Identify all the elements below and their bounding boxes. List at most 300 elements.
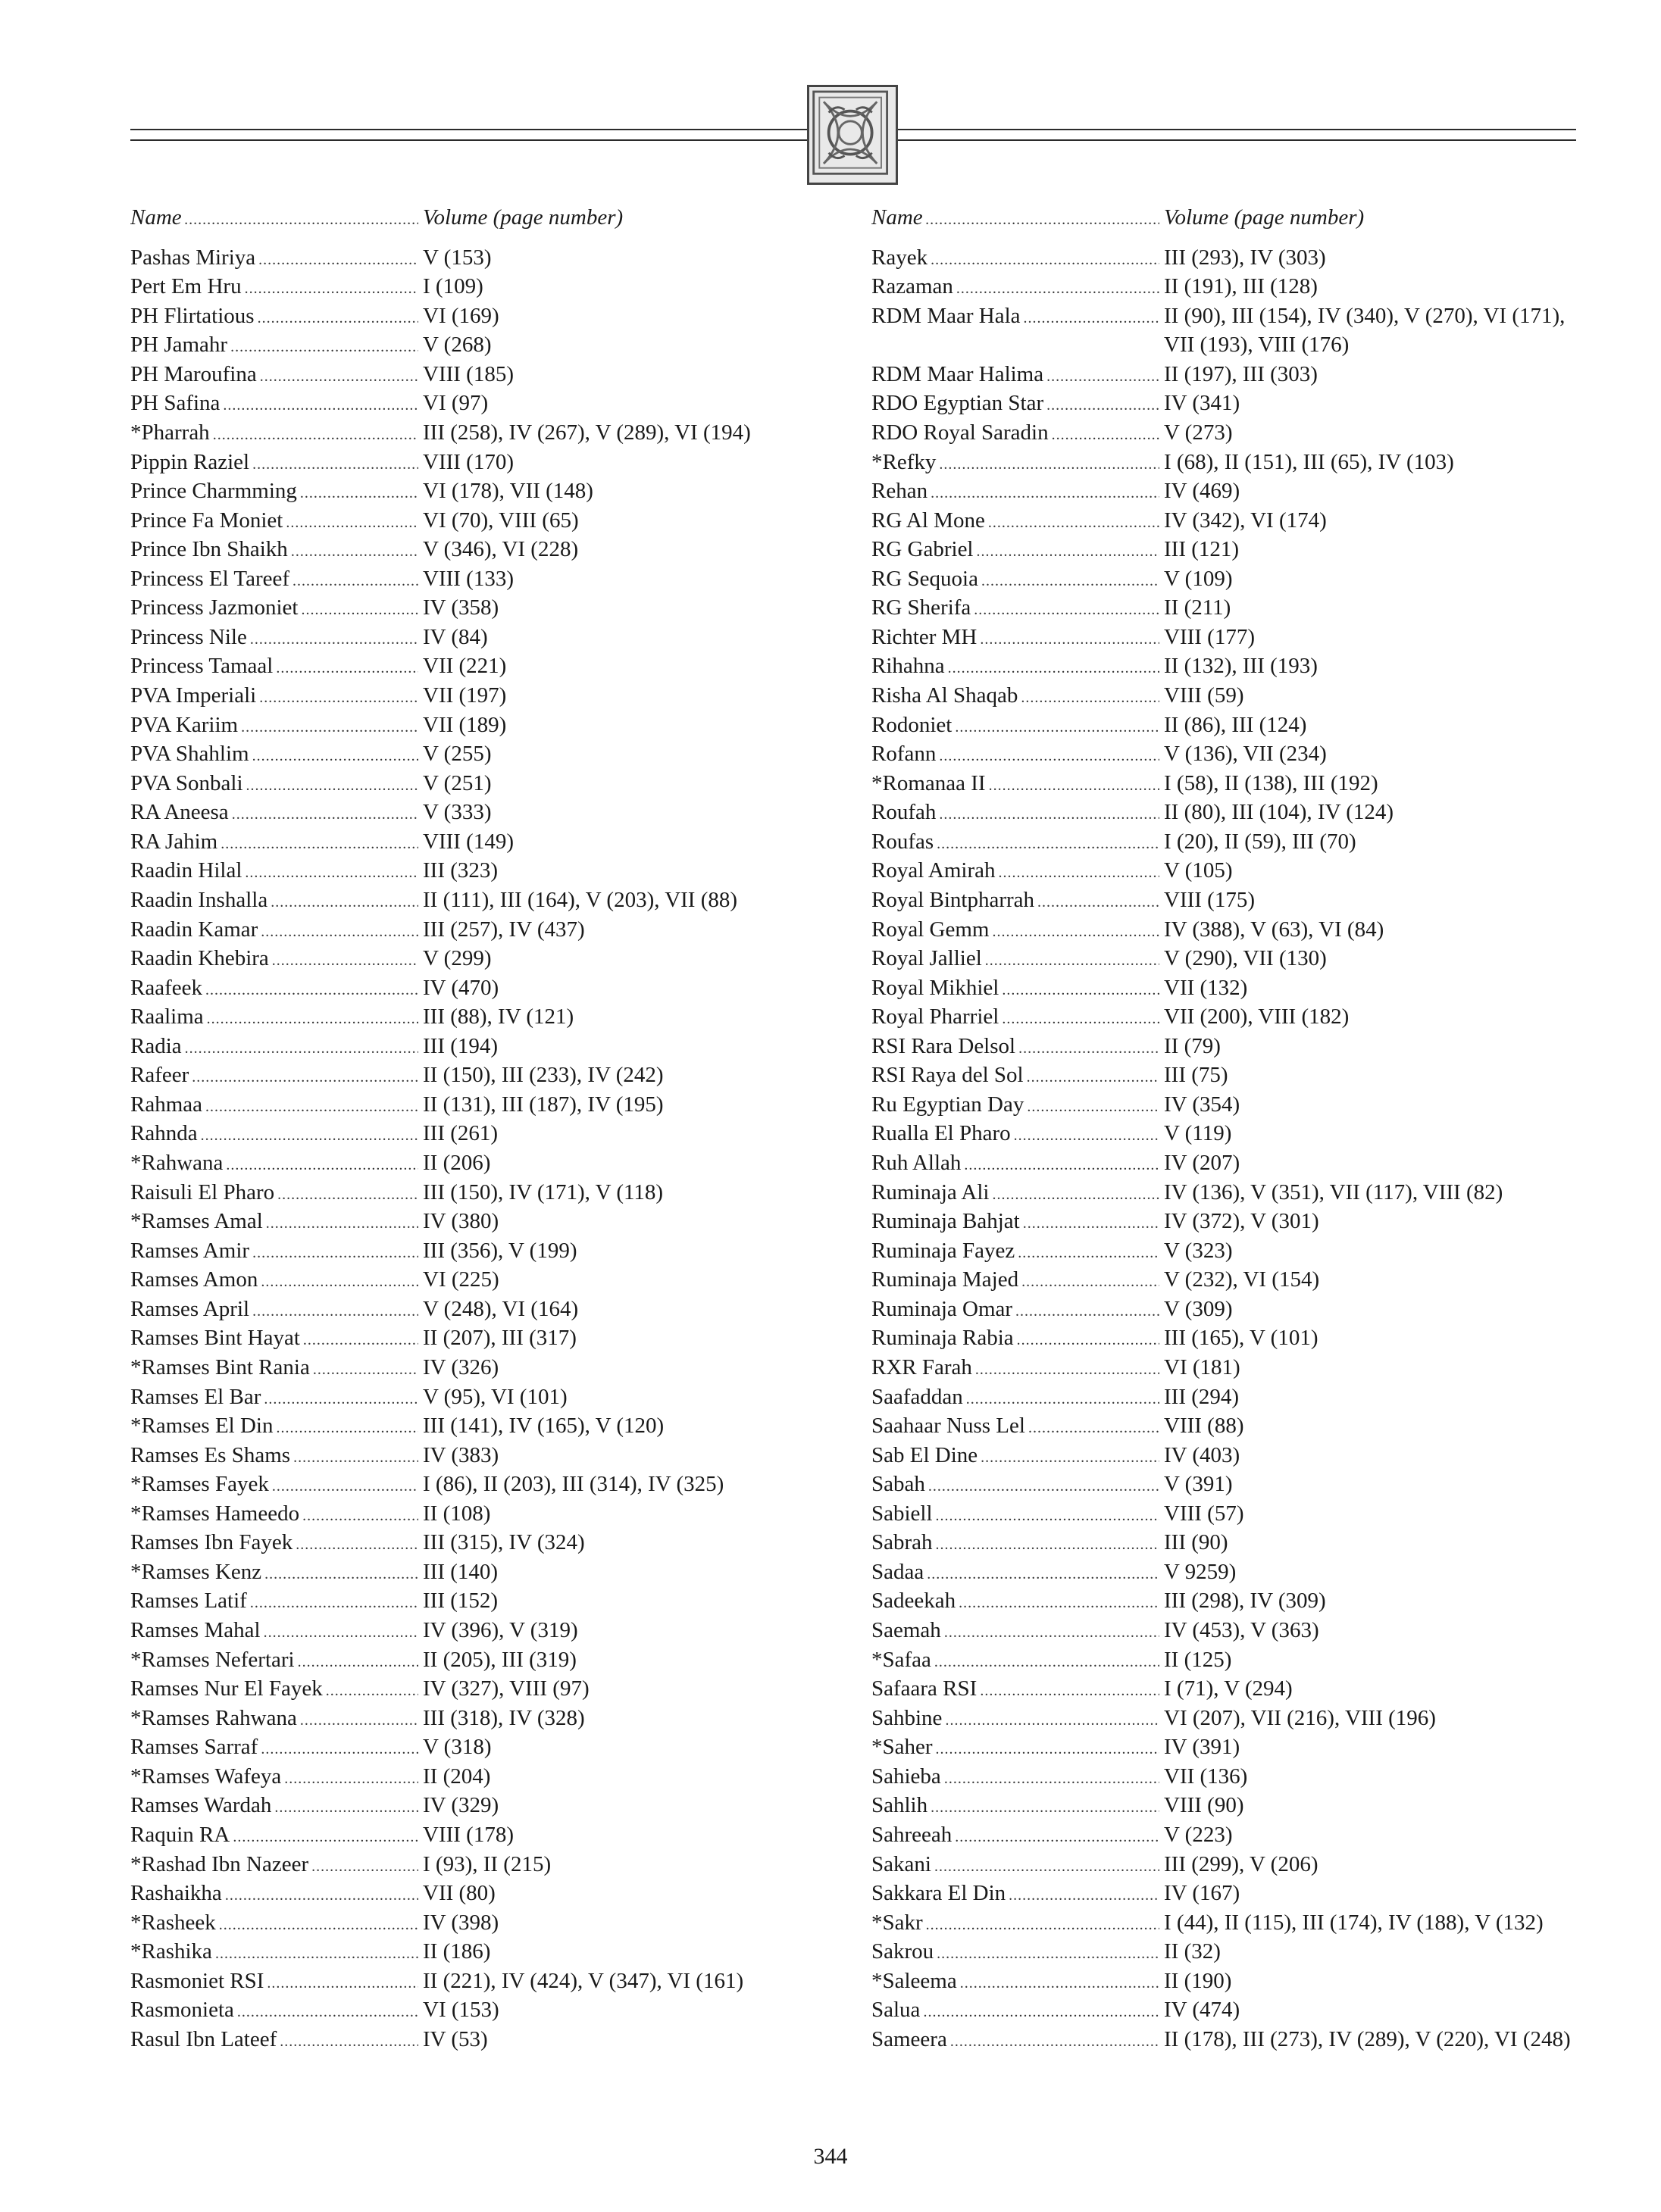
dot-leader: [185, 1034, 418, 1064]
entry-volumes: III (90): [1164, 1530, 1228, 1555]
dot-leader: [264, 1385, 418, 1414]
entry-volumes: V (299): [423, 946, 492, 971]
dot-leader: [923, 1998, 1159, 2027]
index-entry: [130, 1090, 782, 1120]
index-entry: [871, 623, 1584, 652]
entry-name: Princess Nile: [130, 624, 247, 649]
index-entry: [871, 535, 1584, 564]
dot-leader: [992, 917, 1159, 947]
dot-leader: [223, 391, 418, 420]
dot-leader: [205, 976, 418, 1005]
entry-volumes: IV (380): [423, 1209, 499, 1234]
entry-name: *Ramses El Din: [130, 1414, 274, 1439]
entry-volumes: IV (341): [1164, 391, 1240, 416]
index-entry: [871, 827, 1584, 857]
entry-name: Ramses Sarraf: [130, 1735, 258, 1760]
index-entry: [871, 1616, 1584, 1645]
dot-leader: [260, 362, 418, 392]
entry-name: Rasmoniet RSI: [130, 1968, 264, 1993]
entry-name: Sahieba: [871, 1764, 941, 1789]
dot-leader: [936, 1501, 1159, 1531]
index-entry: [130, 272, 782, 301]
dot-leader: [956, 274, 1159, 304]
entry-volumes: III (88), IV (121): [423, 1004, 574, 1029]
entry-volumes: II (190): [1164, 1968, 1232, 1993]
entry-name: Sahbine: [871, 1705, 943, 1730]
index-entry: [871, 593, 1584, 623]
index-entry: [130, 827, 782, 857]
index-entry: [130, 915, 782, 945]
index-entry: [871, 1032, 1584, 1061]
entry-volumes: I (71), V (294): [1164, 1676, 1293, 1701]
entry-name: RG Sherifa: [871, 595, 971, 620]
entry-volumes: V (309): [1164, 1296, 1233, 1321]
entry-volumes: IV (329): [423, 1793, 499, 1818]
index-entry: [871, 1470, 1584, 1499]
entry-volumes: V (109): [1164, 566, 1233, 591]
index-entry: [130, 593, 782, 623]
entry-name: Ruminaja Fayez: [871, 1238, 1015, 1263]
index-entry: [130, 1967, 782, 1996]
dot-leader: [300, 479, 418, 508]
entry-volumes: V (391): [1164, 1472, 1233, 1497]
entry-name: *Ramses Amal: [130, 1209, 263, 1234]
index-entry: [871, 360, 1584, 389]
dot-leader: [1024, 304, 1159, 333]
dot-leader: [296, 1530, 418, 1560]
entry-name: RG Gabriel: [871, 537, 974, 562]
dot-leader: [264, 1560, 418, 1589]
index-entry: [871, 1762, 1584, 1792]
entry-volumes: III (294): [1164, 1384, 1240, 1409]
entry-name: Sahreeah: [871, 1822, 952, 1847]
entry-name: *Ramses Fayek: [130, 1472, 269, 1497]
entry-name: Rahmaa: [130, 1092, 203, 1117]
entry-name: *Ramses Wafeya: [130, 1764, 282, 1789]
entry-name: *Ramses Rahwana: [130, 1705, 297, 1730]
entry-name: Roufas: [871, 829, 934, 854]
index-entry: [871, 476, 1584, 506]
entry-name: Princess Tamaal: [130, 654, 274, 679]
entry-volumes: VIII (57): [1164, 1501, 1244, 1526]
entry-volumes: III (318), IV (328): [423, 1705, 585, 1730]
entry-name: Ramses Amir: [130, 1238, 250, 1263]
index-entry: [871, 418, 1584, 448]
entry-volumes: III (141), IV (165), V (120): [423, 1414, 665, 1439]
entry-name: Rofann: [871, 742, 937, 767]
index-entry: [130, 1207, 782, 1236]
entry-volumes: VIII (59): [1164, 683, 1244, 708]
dot-leader: [272, 946, 418, 976]
entry-volumes: VII (80): [423, 1881, 496, 1906]
dot-leader: [1046, 391, 1159, 420]
index-entry: [871, 915, 1584, 945]
entry-name: RA Jahim: [130, 829, 218, 854]
index-entry: [130, 623, 782, 652]
index-entry: [130, 944, 782, 973]
entry-name: *Saher: [871, 1735, 933, 1760]
entry-name: Ruminaja Rabia: [871, 1326, 1014, 1351]
name-header: Name: [130, 205, 182, 230]
index-entry: [130, 973, 782, 1003]
index-entry: [130, 1995, 782, 2025]
index-entry: [871, 798, 1584, 827]
entry-volumes: V (223): [1164, 1822, 1233, 1847]
dot-leader: [988, 508, 1159, 538]
index-entry: [130, 360, 782, 389]
entry-volumes: I (93), II (215): [423, 1851, 552, 1876]
index-entry: [130, 1265, 782, 1295]
dot-leader: [1021, 1267, 1159, 1297]
entry-volumes: II (178), III (273), IV (289), V (220), VI (248): [1164, 2026, 1571, 2051]
dot-leader: [936, 1530, 1159, 1560]
entry-name: *Saleema: [871, 1968, 957, 1993]
index-entry: [130, 1762, 782, 1792]
index-entry: [871, 1178, 1584, 1208]
entry-name: Ruh Allah: [871, 1151, 962, 1175]
page-number: 344: [813, 2144, 848, 2169]
entry-volumes: VI (178), VII (148): [423, 479, 593, 504]
entry-name: Ramses El Bar: [130, 1384, 261, 1409]
entry-volumes: IV (207): [1164, 1151, 1240, 1175]
index-entry: [871, 973, 1584, 1003]
dot-leader: [1027, 1092, 1159, 1122]
entry-volumes: IV (326): [423, 1354, 499, 1379]
entry-volumes: III (150), IV (171), V (118): [423, 1179, 664, 1204]
entry-volumes: IV (354): [1164, 1092, 1240, 1117]
dot-leader: [221, 830, 418, 859]
entry-name: Sameera: [871, 2026, 947, 2051]
entry-name: RG Al Mone: [871, 508, 985, 533]
dot-leader: [1009, 1881, 1159, 1911]
entry-volumes: IV (358): [423, 595, 499, 620]
entry-name: Ramses Es Shams: [130, 1442, 291, 1467]
index-entry: [130, 711, 782, 740]
entry-name: PVA Sonbali: [130, 770, 243, 795]
entry-name: Rahnda: [130, 1121, 198, 1146]
entry-volumes: III (298), IV (309): [1164, 1589, 1326, 1614]
entry-volumes: V (346), VI (228): [423, 537, 579, 562]
entry-volumes: V 9259): [1164, 1559, 1237, 1584]
dot-leader: [272, 1472, 418, 1501]
entry-name: Royal Mikhiel: [871, 975, 999, 1000]
dot-leader: [1002, 1004, 1159, 1034]
dot-leader: [219, 1911, 418, 1940]
entry-name: Rashaikha: [130, 1881, 222, 1906]
entry-volumes: IV (403): [1164, 1442, 1240, 1467]
index-entry: [871, 1353, 1584, 1382]
index-entry: [871, 1908, 1584, 1938]
dot-leader: [326, 1676, 418, 1706]
index-entry: [130, 1002, 782, 1032]
index-entry: [130, 1937, 782, 1967]
index-entry: [130, 856, 782, 886]
entry-volumes: IV (342), VI (174): [1164, 508, 1327, 533]
index-entry: [130, 243, 782, 273]
header-rule-top-left: [130, 129, 807, 130]
entry-volumes: II (80), III (104), IV (124): [1164, 800, 1394, 825]
entry-name: *Rahwana: [130, 1151, 224, 1175]
dot-leader: [960, 1969, 1159, 1998]
dot-leader: [192, 1063, 418, 1092]
dot-leader: [213, 420, 418, 450]
dot-leader: [939, 742, 1159, 771]
index-entry: [871, 1265, 1584, 1295]
entry-name: Ramses Ibn Fayek: [130, 1530, 293, 1555]
index-entry: [130, 1236, 782, 1266]
entry-name: PVA Imperiali: [130, 683, 257, 708]
entry-volumes: VI (207), VII (216), VIII (196): [1164, 1705, 1436, 1730]
dot-leader: [261, 917, 418, 947]
entry-volumes: VI (225): [423, 1267, 499, 1292]
entry-name: Sabrah: [871, 1530, 933, 1555]
entry-volumes: V (333): [423, 800, 492, 825]
entry-volumes: III (194): [423, 1033, 499, 1058]
dot-leader: [261, 1267, 418, 1297]
entry-name: Richter MH: [871, 624, 978, 649]
entry-name: Sabah: [871, 1472, 925, 1497]
entry-name: RDM Maar Halima: [871, 361, 1044, 386]
entry-name: Pippin Raziel: [130, 449, 250, 474]
index-entry: [871, 272, 1584, 301]
index-entry: [130, 448, 782, 477]
index-entry: [871, 1441, 1584, 1470]
dot-leader: [252, 1297, 418, 1326]
entry-volumes: VIII (178): [423, 1822, 514, 1847]
dot-leader: [934, 1648, 1159, 1677]
entry-volumes: IV (469): [1164, 479, 1240, 504]
entry-name: Ramses Mahal: [130, 1618, 261, 1642]
index-entry: [871, 389, 1584, 418]
entry-volumes: II (191), III (128): [1164, 274, 1318, 299]
index-entry: [871, 243, 1584, 273]
entry-volumes: V (268): [423, 333, 492, 358]
dot-leader: [250, 1589, 418, 1618]
dot-leader: [252, 1239, 418, 1268]
entry-name: *Rashad Ibn Nazeer: [130, 1851, 309, 1876]
entry-volumes: II (206): [423, 1151, 491, 1175]
entry-name: *Rashika: [130, 1939, 212, 1964]
index-entry: [130, 1908, 782, 1938]
index-entry: [130, 1674, 782, 1704]
index-entry: [130, 1178, 782, 1208]
entry-volumes: III (152): [423, 1589, 499, 1614]
index-entry: [130, 1411, 782, 1441]
dot-leader: [948, 654, 1159, 683]
entry-name: Raadin Hilal: [130, 858, 242, 883]
entry-name: Ruminaja Omar: [871, 1296, 1013, 1321]
dot-leader: [1023, 1209, 1159, 1239]
entry-volumes: VI (153): [423, 1998, 499, 2023]
entry-volumes: V (323): [1164, 1238, 1233, 1263]
entry-volumes: V (136), VII (234): [1164, 742, 1327, 767]
entry-name: Sadeekah: [871, 1589, 956, 1614]
dot-leader: [301, 595, 418, 625]
index-entry: [130, 1441, 782, 1470]
entry-volumes: VIII (185): [423, 361, 514, 386]
entry-name: Saemah: [871, 1618, 941, 1642]
dot-leader: [1027, 1063, 1159, 1092]
left-column: [130, 203, 782, 2054]
entry-volumes: I (109): [423, 274, 483, 299]
dot-leader: [277, 1180, 418, 1210]
dot-leader: [215, 1939, 418, 1969]
entry-volumes: IV (53): [423, 2026, 488, 2051]
entry-name: Ruminaja Ali: [871, 1179, 990, 1204]
index-entry: [871, 1382, 1584, 1412]
dot-leader: [981, 1443, 1159, 1473]
index-entry: [130, 1704, 782, 1733]
dot-leader: [931, 1793, 1159, 1823]
entry-volumes: IV (391): [1164, 1735, 1240, 1760]
index-entry: [871, 651, 1584, 681]
entry-name: Princess El Tareef: [130, 566, 290, 591]
celtic-knot-ornament: [807, 85, 898, 185]
index-entry: [871, 1937, 1584, 1967]
entry-volumes-continued: VII (193), VIII (176): [1164, 333, 1350, 358]
index-entry: [130, 418, 782, 448]
header-rule-bottom-left: [130, 139, 807, 141]
index-entry: [130, 1528, 782, 1557]
dot-leader: [981, 567, 1159, 596]
index-entry: [130, 301, 782, 331]
entry-name: Princess Jazmoniet: [130, 595, 299, 620]
entry-volumes: IV (327), VIII (97): [423, 1676, 590, 1701]
index-entry: [871, 1295, 1584, 1324]
index-entry: [130, 1616, 782, 1645]
dot-leader: [975, 1355, 1159, 1385]
right-entry-list: [871, 243, 1584, 2054]
dot-leader: [284, 1764, 418, 1794]
dot-leader: [936, 1735, 1159, 1764]
index-entry: [871, 769, 1584, 798]
entry-name: Sakrou: [871, 1939, 934, 1964]
dot-leader: [926, 1911, 1159, 1940]
dot-leader: [225, 1881, 418, 1911]
index-entry: [130, 1295, 782, 1324]
index-entry: [871, 1850, 1584, 1879]
entry-volumes: I (86), II (203), III (314), IV (325): [423, 1472, 724, 1497]
dot-leader: [207, 1004, 418, 1034]
index-entry: [130, 1323, 782, 1353]
entry-name: Raisuli El Pharo: [130, 1179, 275, 1204]
entry-name: Sadaa: [871, 1559, 924, 1584]
dot-leader: [271, 888, 418, 917]
dot-leader: [955, 1823, 1159, 1852]
index-entry: [871, 1995, 1584, 2025]
dot-leader: [985, 946, 1159, 976]
entry-name: RDM Maar Hala: [871, 303, 1021, 328]
index-entry: [130, 564, 782, 594]
dot-leader: [226, 1151, 418, 1180]
entry-volumes: VI (97): [423, 391, 489, 416]
dot-leader: [266, 1209, 418, 1239]
entry-name: Royal Gemm: [871, 917, 990, 942]
index-entry: [871, 886, 1584, 915]
index-entry: [871, 1207, 1584, 1236]
dot-leader: [302, 1501, 418, 1531]
dot-leader: [259, 683, 418, 713]
index-entry: [871, 1528, 1584, 1557]
dot-leader: [937, 1939, 1159, 1969]
entry-name: Ramses Amon: [130, 1267, 258, 1292]
entry-name: PVA Shahlim: [130, 742, 249, 767]
entry-volumes: III (121): [1164, 537, 1240, 562]
entry-name: Ruminaja Majed: [871, 1267, 1019, 1292]
index-entry: [871, 1586, 1584, 1616]
dot-leader: [246, 771, 418, 801]
index-entry: [130, 886, 782, 915]
entry-volumes: I (58), II (138), III (192): [1164, 770, 1378, 795]
right-column-header: [871, 203, 1584, 233]
header-rule-bottom-right: [898, 139, 1576, 141]
dot-leader: [245, 858, 418, 888]
entry-volumes: II (186): [423, 1939, 491, 1964]
dot-leader: [252, 450, 418, 480]
entry-volumes: I (20), II (59), III (70): [1164, 829, 1356, 854]
index-entry: [871, 1732, 1584, 1762]
entry-name: RSI Rara Delsol: [871, 1033, 1016, 1058]
entry-name: Salua: [871, 1998, 921, 2023]
index-entry: [871, 1236, 1584, 1266]
index-entry: [871, 1119, 1584, 1148]
entry-volumes: VIII (90): [1164, 1793, 1244, 1818]
entry-name: Roufah: [871, 800, 937, 825]
entry-name: Rayek: [871, 245, 928, 270]
index-entry: [130, 1879, 782, 1908]
index-entry: [871, 301, 1584, 331]
index-entry: [130, 506, 782, 536]
entry-name: Rodoniet: [871, 712, 952, 737]
entry-volumes: VII (197): [423, 683, 507, 708]
entry-name: Ramses Nur El Fayek: [130, 1676, 323, 1701]
dot-leader: [931, 479, 1159, 508]
entry-name: *Rasheek: [130, 1910, 216, 1935]
index-entry: [130, 1557, 782, 1587]
dot-leader: [298, 1648, 418, 1677]
dot-leader: [1018, 1034, 1159, 1064]
entry-name: Rihahna: [871, 654, 945, 679]
entry-volumes: V (105): [1164, 858, 1233, 883]
index-entry: [130, 1148, 782, 1178]
dot-leader: [258, 245, 418, 275]
entry-volumes: IV (167): [1164, 1881, 1240, 1906]
volume-header: Volume (page number): [1164, 205, 1365, 230]
entry-name: PH Jamahr: [130, 333, 228, 358]
dot-leader: [233, 1823, 418, 1852]
dot-leader: [989, 771, 1159, 801]
entry-name: Safaara RSI: [871, 1676, 978, 1701]
entry-name: *Ramses Bint Rania: [130, 1354, 310, 1379]
entry-name: *Ramses Nefertari: [130, 1647, 295, 1672]
dot-leader: [977, 537, 1160, 567]
entry-volumes: VIII (149): [423, 829, 514, 854]
header-rule-top-right: [898, 129, 1576, 130]
entry-name: Sakani: [871, 1851, 931, 1876]
dot-leader: [1015, 1297, 1159, 1326]
dot-leader: [928, 1472, 1159, 1501]
entry-name: Raafeek: [130, 975, 202, 1000]
index-entry: [871, 1674, 1584, 1704]
entry-name: Saafaddan: [871, 1384, 963, 1409]
dot-leader: [232, 800, 418, 830]
entry-volumes: VII (132): [1164, 975, 1248, 1000]
index-entry: [130, 798, 782, 827]
index-entry: [130, 1820, 782, 1850]
entry-volumes: III (323): [423, 858, 499, 883]
entry-volumes: IV (396), V (319): [423, 1618, 578, 1642]
entry-volumes: II (90), III (154), IV (340), V (270), VI (171),: [1164, 303, 1566, 328]
